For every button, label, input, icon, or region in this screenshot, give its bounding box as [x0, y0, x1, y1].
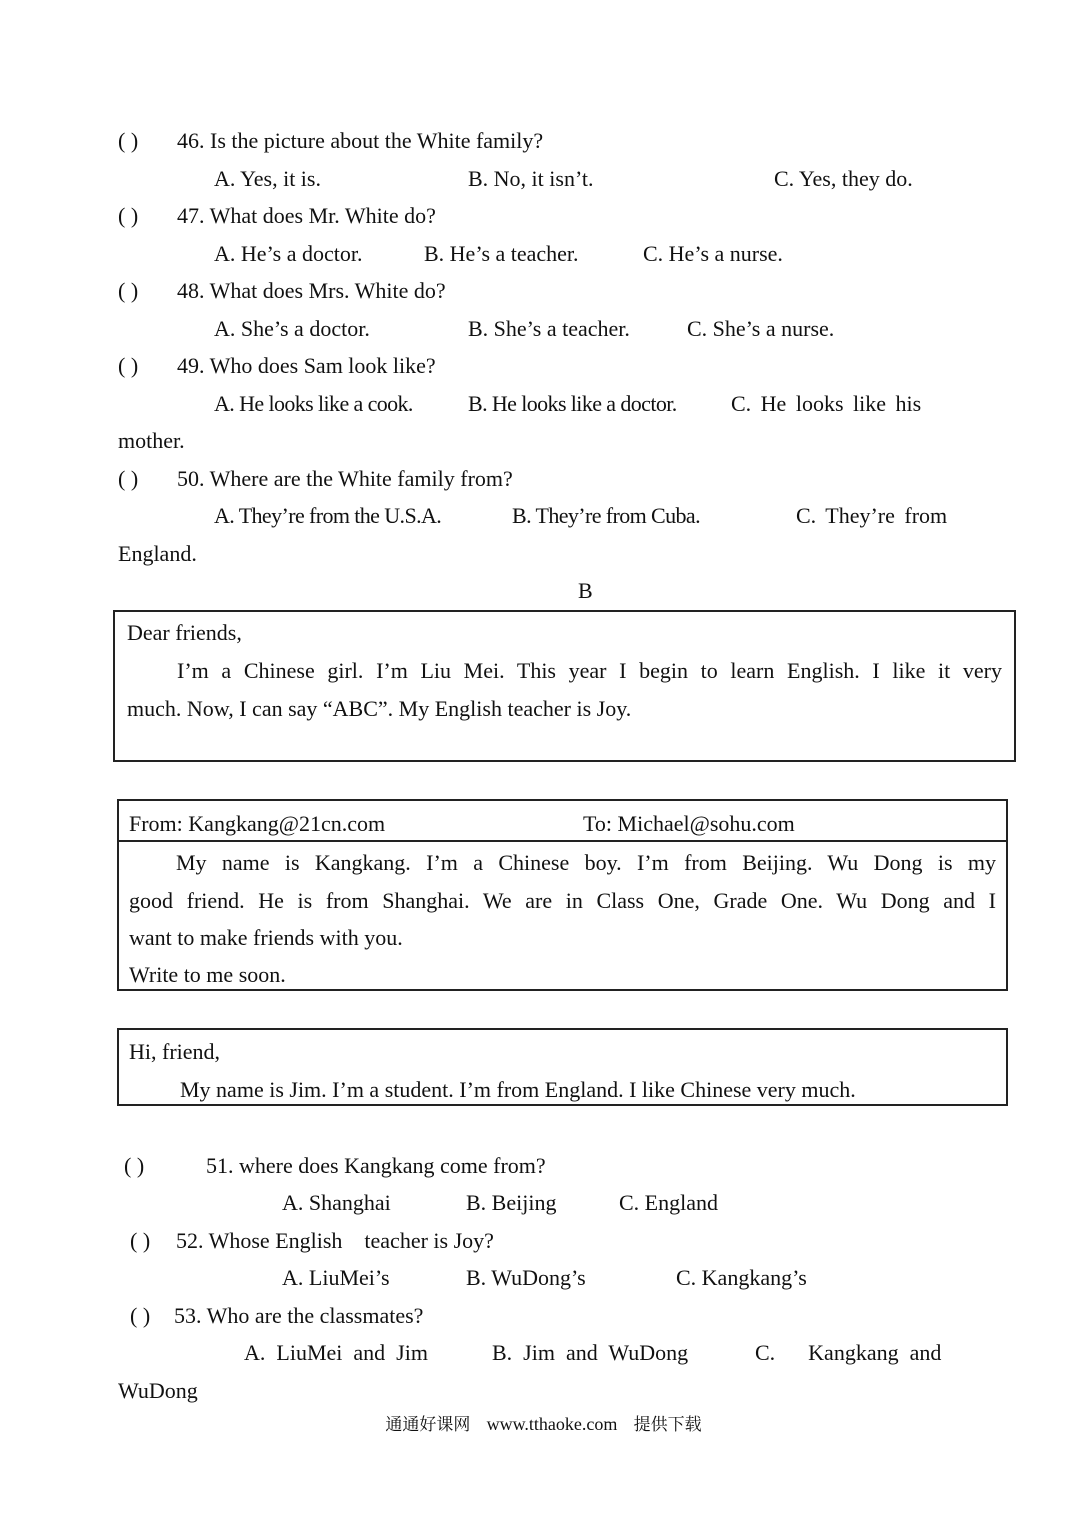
option-b: B. No, it isn’t. — [468, 166, 594, 191]
question-stem: 46. Is the picture about the White family? — [177, 128, 544, 153]
page-footer — [0, 1410, 1087, 1435]
answer-blank[interactable]: ( ) — [130, 1303, 151, 1328]
option-c: C. Yes, they do. — [774, 166, 913, 191]
option-b: B. He looks like a doctor. — [468, 391, 677, 416]
option-a: A. LiuMei’s — [282, 1265, 390, 1290]
email-from: From: Kangkang@21cn.com — [129, 811, 386, 836]
section-title: B — [578, 578, 593, 603]
letter-body-line: My name is Jim. I’m a student. I’m from England. I like Chinese very much. — [180, 1077, 856, 1102]
footer-download-note: 提供下载 — [633, 1415, 702, 1435]
letter-jim — [117, 1028, 1008, 1106]
question-stem: 49. Who does Sam look like? — [177, 353, 436, 378]
answer-blank[interactable]: ( ) — [118, 203, 139, 228]
option-b: B. Beijing — [466, 1190, 557, 1215]
email-body-line: good friend. He is from Shanghai. We are in Class One, Grade One. Wu Dong and I — [129, 888, 996, 913]
option-a: A. Yes, it is. — [214, 166, 321, 191]
option-a: A. They’re from the U.S.A. — [214, 503, 442, 528]
answer-blank[interactable]: ( ) — [118, 128, 139, 153]
option-a: A. LiuMei and Jim — [244, 1340, 428, 1365]
email-kangkang — [117, 799, 1008, 991]
option-b: B. He’s a teacher. — [424, 241, 579, 266]
question-stem: 52. Whose English teacher is Joy? — [176, 1228, 494, 1253]
option-a: A. He’s a doctor. — [214, 241, 363, 266]
question-stem: 48. What does Mrs. White do? — [177, 278, 446, 303]
question-stem: 53. Who are the classmates? — [174, 1303, 424, 1328]
option-b: B. They’re from Cuba. — [512, 503, 700, 528]
option-a: A. Shanghai — [282, 1190, 391, 1215]
letter-body-line: much. Now, I can say “ABC”. My English teacher is Joy. — [127, 696, 632, 721]
option-c: C. Kangkang’s — [676, 1265, 807, 1290]
answer-blank[interactable]: ( ) — [118, 466, 139, 491]
question-stem: 50. Where are the White family from? — [177, 466, 513, 491]
option-b: B. Jim and WuDong — [492, 1340, 689, 1365]
answer-blank[interactable]: ( ) — [118, 353, 139, 378]
email-closing: Write to me soon. — [129, 962, 286, 987]
option-b: B. WuDong’s — [466, 1265, 586, 1290]
letter-greeting: Dear friends, — [127, 620, 242, 645]
option-c-continuation: England. — [118, 541, 197, 566]
email-to: To: Michael@sohu.com — [583, 811, 795, 836]
option-c-continuation: WuDong — [118, 1378, 198, 1403]
letter-liu-mei — [113, 610, 1016, 762]
footer-url[interactable]: www.tthaoke.com — [486, 1414, 618, 1434]
letter-greeting: Hi, friend, — [129, 1039, 221, 1064]
divider — [119, 840, 1006, 842]
answer-blank[interactable]: ( ) — [118, 278, 139, 303]
option-a: A. She’s a doctor. — [214, 316, 370, 341]
option-c: C. England — [619, 1190, 718, 1215]
footer-site-name: 通通好课网 — [385, 1415, 471, 1435]
option-c: C. He’s a nurse. — [643, 241, 783, 266]
question-stem: 47. What does Mr. White do? — [177, 203, 436, 228]
email-body-line: want to make friends with you. — [129, 925, 403, 950]
option-c: C. Kangkang and — [755, 1340, 942, 1365]
answer-blank[interactable]: ( ) — [130, 1228, 151, 1253]
option-a: A. He looks like a cook. — [214, 391, 413, 416]
question-stem: 51. where does Kangkang come from? — [206, 1153, 546, 1178]
option-b: B. She’s a teacher. — [468, 316, 630, 341]
email-body-line: My name is Kangkang. I’m a Chinese boy. I’m from Beijing. Wu Dong is my — [176, 850, 996, 875]
letter-body-line: I’m a Chinese girl. I’m Liu Mei. This year I begin to learn English. I like it very — [177, 658, 1002, 683]
option-c: C. She’s a nurse. — [687, 316, 835, 341]
option-c: C. He looks like his — [731, 391, 922, 416]
option-c: C. They’re from — [796, 503, 948, 528]
answer-blank[interactable]: ( ) — [124, 1153, 145, 1178]
option-c-continuation: mother. — [118, 428, 185, 453]
